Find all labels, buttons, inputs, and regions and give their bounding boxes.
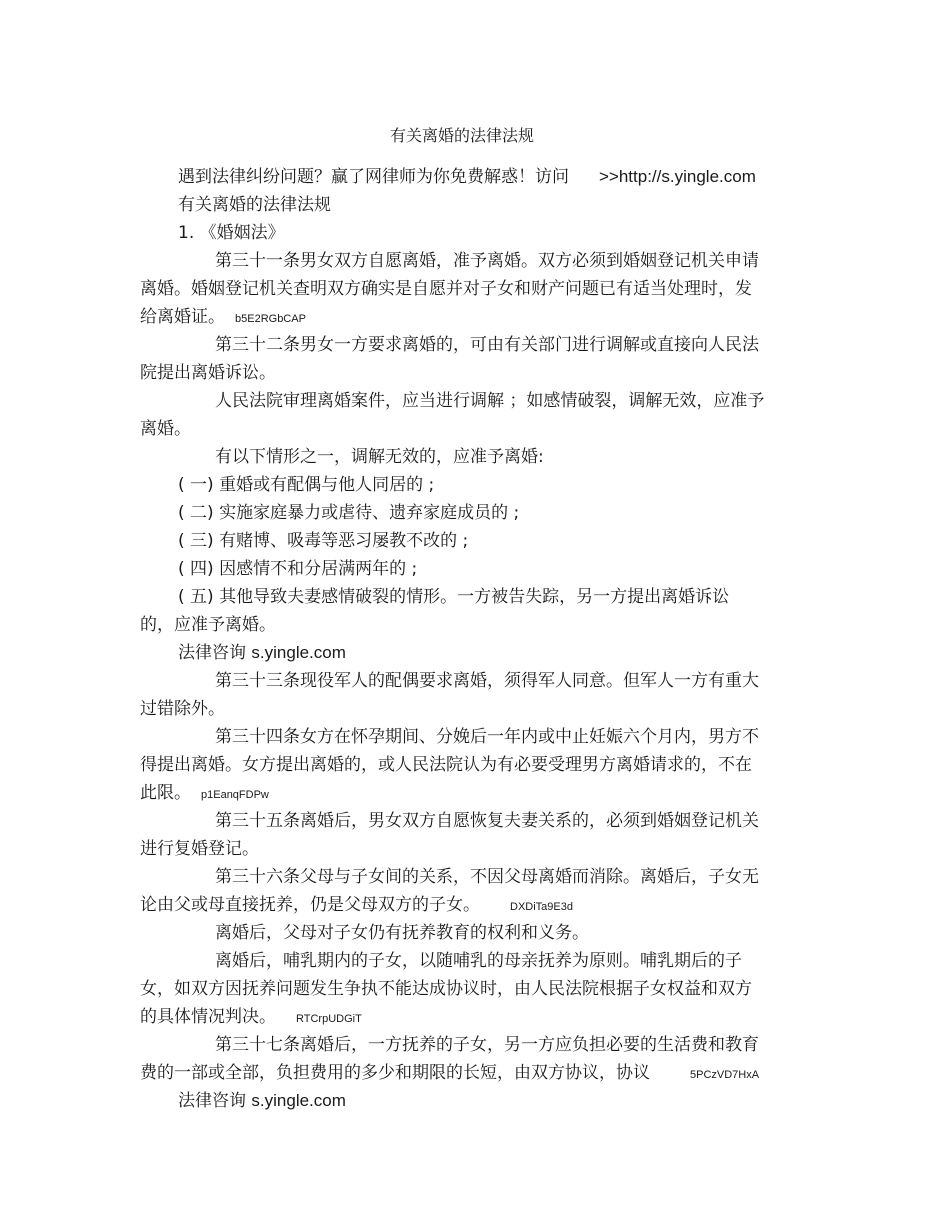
- article-34-line-2: 得提出离婚。女方提出离婚的，或人民法院认为有必要受理男方离婚请求的，不在: [140, 755, 752, 775]
- article-36-text: 论由父或母直接抚养，仍是父母双方的子女。: [140, 895, 480, 915]
- article-36-line-4: 离婚后，哺乳期内的子女，以随哺乳的母亲抚养为原则。哺乳期后的子: [215, 951, 742, 971]
- consult-label: 法律咨询: [178, 1091, 246, 1111]
- article-37-line-2: [140, 1063, 759, 1085]
- article-32-line-3: 人民法院审理离婚案件，应当进行调解 ；如感情破裂，调解无效，应准予: [215, 391, 765, 411]
- article-31-line-1: 第三十一条男女双方自愿离婚，准予离婚。双方必须到婚姻登记机关申请: [215, 251, 759, 271]
- article-35-line-2: 进行复婚登记。: [140, 839, 259, 859]
- article-31-line-2: 离婚。婚姻登记机关查明双方确实是自愿并对子女和财产问题已有适当处理时，发: [140, 279, 752, 299]
- article-33-line-2: 过错除外。: [140, 699, 225, 719]
- article-33-line-1: 第三十三条现役军人的配偶要求离婚，须得军人同意。但军人一方有重大: [215, 671, 759, 691]
- consult-label: 法律咨询: [178, 643, 246, 663]
- article-32-line-5: 有以下情形之一，调解无效的，应准予离婚:: [215, 447, 544, 467]
- list-item-4: ( 四) 因感情不和分居满两年的 ;: [178, 559, 418, 579]
- ad-link[interactable]: >>http://s.yingle.com: [599, 167, 756, 186]
- consult-line-1: [178, 643, 346, 663]
- article-36-line-3: 离婚后，父母对子女仍有抚养教育的权利和义务。: [215, 923, 589, 943]
- article-36-line-6: [140, 1007, 362, 1029]
- list-item-3: ( 三) 有赌博、吸毒等恶习屡教不改的 ;: [178, 531, 469, 551]
- page-title: 有关离婚的法律法规: [390, 126, 535, 145]
- article-34-line-1: 第三十四条女方在怀孕期间、分娩后一年内或中止妊娠六个月内，男方不: [215, 727, 759, 747]
- consult-line-2: [178, 1091, 346, 1111]
- article-36-text-2: 的具体情况判决。: [140, 1007, 276, 1027]
- ad-text: 遇到法律纠纷问题？赢了网律师为你免费解惑！访问: [178, 167, 569, 187]
- article-37-line-1: 第三十七条离婚后，一方抚养的子女，另一方应负担必要的生活费和教育: [215, 1035, 759, 1055]
- list-item-1: ( 一) 重婚或有配偶与他人同居的 ;: [178, 475, 435, 495]
- article-36-line-5: 女，如双方因抚养问题发生争执不能达成协议时，由人民法院根据子女权益和双方: [140, 979, 752, 999]
- article-32-line-4: 离婚。: [140, 419, 191, 439]
- article-36-line-2: [140, 895, 573, 917]
- consult-site[interactable]: s.yingle.com: [251, 1091, 346, 1110]
- list-item-2: ( 二) 实施家庭暴力或虐待、遗弃家庭成员的 ;: [178, 503, 520, 523]
- consult-site[interactable]: s.yingle.com: [251, 643, 346, 662]
- article-35-line-1: 第三十五条离婚后，男女双方自愿恢复夫妻关系的，必须到婚姻登记机关: [215, 811, 759, 831]
- article-34-line-3: [140, 783, 269, 805]
- article-31-text: 给离婚证。: [140, 307, 225, 327]
- law-heading: 1. 《婚姻法》: [178, 223, 285, 243]
- subtitle: 有关离婚的法律法规: [178, 195, 331, 215]
- doc-code: DXDiTa9E3d: [510, 901, 573, 913]
- doc-code: p1EanqFDPw: [201, 789, 269, 801]
- doc-code: b5E2RGbCAP: [235, 313, 306, 325]
- article-37-text: 费的一部或全部，负担费用的多少和期限的长短，由双方协议，协议: [140, 1063, 650, 1083]
- article-36-line-1: 第三十六条父母与子女间的关系，不因父母离婚而消除。离婚后，子女无: [215, 867, 759, 887]
- list-item-5: ( 五) 其他导致夫妻感情破裂的情形。一方被告失踪，另一方提出离婚诉讼: [178, 587, 730, 607]
- article-34-text: 此限。: [140, 783, 191, 803]
- doc-code: RTCrpUDGiT: [296, 1013, 362, 1025]
- doc-code: 5PCzVD7HxA: [690, 1069, 760, 1081]
- article-32-line-1: 第三十二条男女一方要求离婚的，可由有关部门进行调解或直接向人民法: [215, 335, 759, 355]
- article-31-line-3: [140, 307, 306, 329]
- article-32-line-6: 的，应准予离婚。: [140, 615, 276, 635]
- article-32-line-2: 院提出离婚诉讼。: [140, 363, 276, 383]
- ad-line: [178, 167, 756, 187]
